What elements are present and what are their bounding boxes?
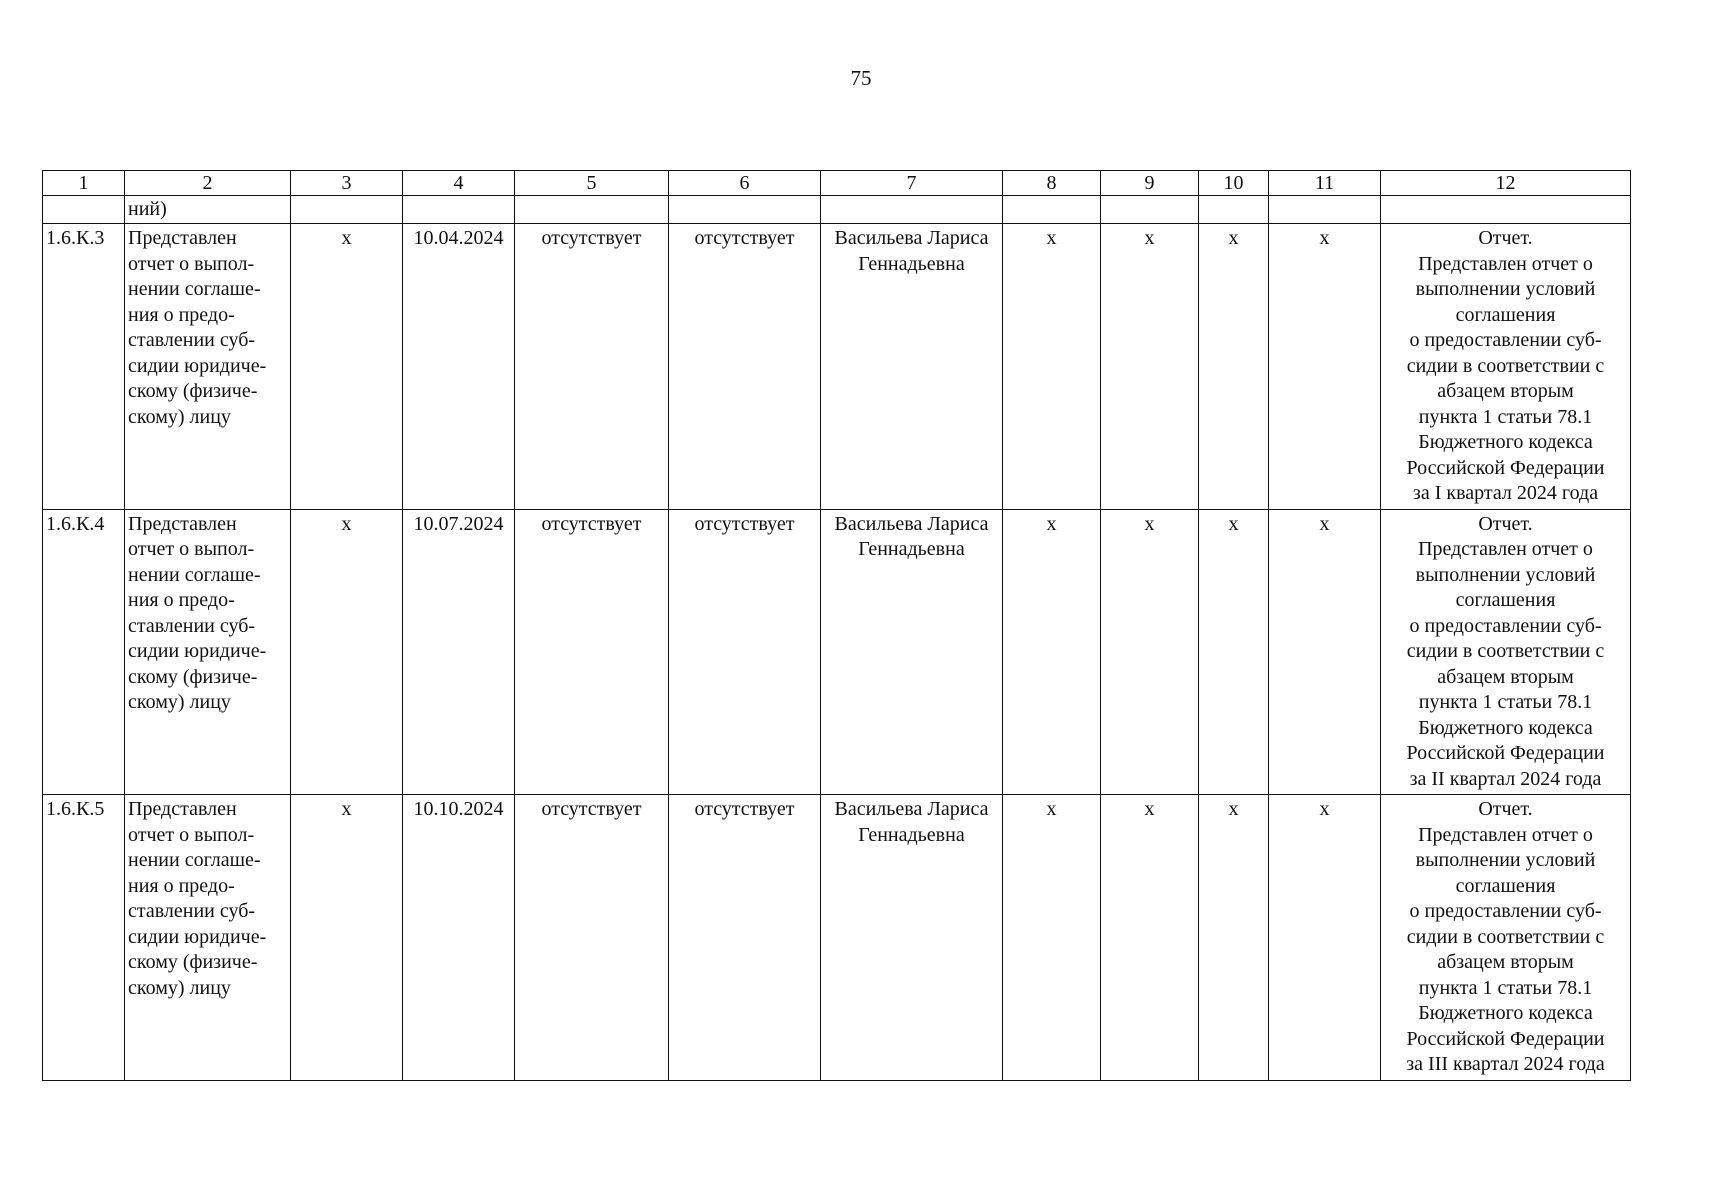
column-header: 4 bbox=[403, 171, 515, 196]
cell-date: 10.07.2024 bbox=[403, 509, 515, 795]
cell-col9: х bbox=[1101, 509, 1199, 795]
column-header: 12 bbox=[1381, 171, 1631, 196]
cell-col3: х bbox=[291, 224, 403, 510]
cell-col8: х bbox=[1003, 509, 1101, 795]
cell-col6: отсутствует bbox=[669, 509, 821, 795]
cell-date: 10.10.2024 bbox=[403, 795, 515, 1081]
column-header: 3 bbox=[291, 171, 403, 196]
table-row bbox=[43, 795, 1631, 1081]
row-code: 1.6.К.3 bbox=[43, 224, 125, 510]
cell-person: Васильева Лариса Геннадьевна bbox=[821, 224, 1003, 510]
row-code: 1.6.К.4 bbox=[43, 509, 125, 795]
cell-col11: х bbox=[1269, 224, 1381, 510]
page-number: 75 bbox=[850, 66, 872, 90]
cell-person: Васильева Лариса Геннадьевна bbox=[821, 509, 1003, 795]
cell-col5: отсутствует bbox=[515, 509, 669, 795]
header-row bbox=[43, 171, 1631, 196]
cell-col8: х bbox=[1003, 224, 1101, 510]
column-header: 10 bbox=[1199, 171, 1269, 196]
cell-col9: х bbox=[1101, 795, 1199, 1081]
continuation-row bbox=[43, 196, 1631, 224]
cell-col9: х bbox=[1101, 224, 1199, 510]
cell-note: Отчет. Представлен отчет о выполнении условий соглашения о предоставлении суб- сидии в соответствии с абзацем вторым пункта 1 статьи 78.1 Бюджетного кодекса Российской Федерации за II квартал 2024 года bbox=[1381, 509, 1631, 795]
cell-col10: х bbox=[1199, 224, 1269, 510]
cell-col3: х bbox=[291, 509, 403, 795]
cell-col6: отсутствует bbox=[669, 224, 821, 510]
column-header: 8 bbox=[1003, 171, 1101, 196]
cell-note: Отчет. Представлен отчет о выполнении условий соглашения о предоставлении суб- сидии в соответствии с абзацем вторым пункта 1 статьи 78.1 Бюджетного кодекса Российской Федерации за III квартал 2024 года bbox=[1381, 795, 1631, 1081]
cell-col11: х bbox=[1269, 795, 1381, 1081]
cell-note: Отчет. Представлен отчет о выполнении условий соглашения о предоставлении суб- сидии в соответствии с абзацем вторым пункта 1 статьи 78.1 Бюджетного кодекса Российской Федерации за I квартал 2024 года bbox=[1381, 224, 1631, 510]
cell-person: Васильева Лариса Геннадьевна bbox=[821, 795, 1003, 1081]
cell-date: 10.04.2024 bbox=[403, 224, 515, 510]
cell-col10: х bbox=[1199, 509, 1269, 795]
cell-col3: х bbox=[291, 795, 403, 1081]
column-header: 7 bbox=[821, 171, 1003, 196]
cell-col5: отсутствует bbox=[515, 224, 669, 510]
cell-col8: х bbox=[1003, 795, 1101, 1081]
row-code: 1.6.К.5 bbox=[43, 795, 125, 1081]
table-row bbox=[43, 224, 1631, 510]
cell-col11: х bbox=[1269, 509, 1381, 795]
column-header: 11 bbox=[1269, 171, 1381, 196]
table-row bbox=[43, 509, 1631, 795]
row-description: Представлен отчет о выпол- нении соглаше- ния о предо- ставлении суб- сидии юридиче- скому (физиче- скому) лицу bbox=[125, 509, 291, 795]
data-table bbox=[42, 170, 1631, 1081]
column-header: 9 bbox=[1101, 171, 1199, 196]
row-description: Представлен отчет о выпол- нении соглаше- ния о предо- ставлении суб- сидии юридиче- скому (физиче- скому) лицу bbox=[125, 795, 291, 1081]
column-header: 2 bbox=[125, 171, 291, 196]
cell-col5: отсутствует bbox=[515, 795, 669, 1081]
cell-col10: х bbox=[1199, 795, 1269, 1081]
column-header: 6 bbox=[669, 171, 821, 196]
column-header: 1 bbox=[43, 171, 125, 196]
cell-col6: отсутствует bbox=[669, 795, 821, 1081]
continuation-text: ний) bbox=[125, 196, 291, 224]
column-header: 5 bbox=[515, 171, 669, 196]
row-description: Представлен отчет о выпол- нении соглаше- ния о предо- ставлении суб- сидии юридиче- скому (физиче- скому) лицу bbox=[125, 224, 291, 510]
